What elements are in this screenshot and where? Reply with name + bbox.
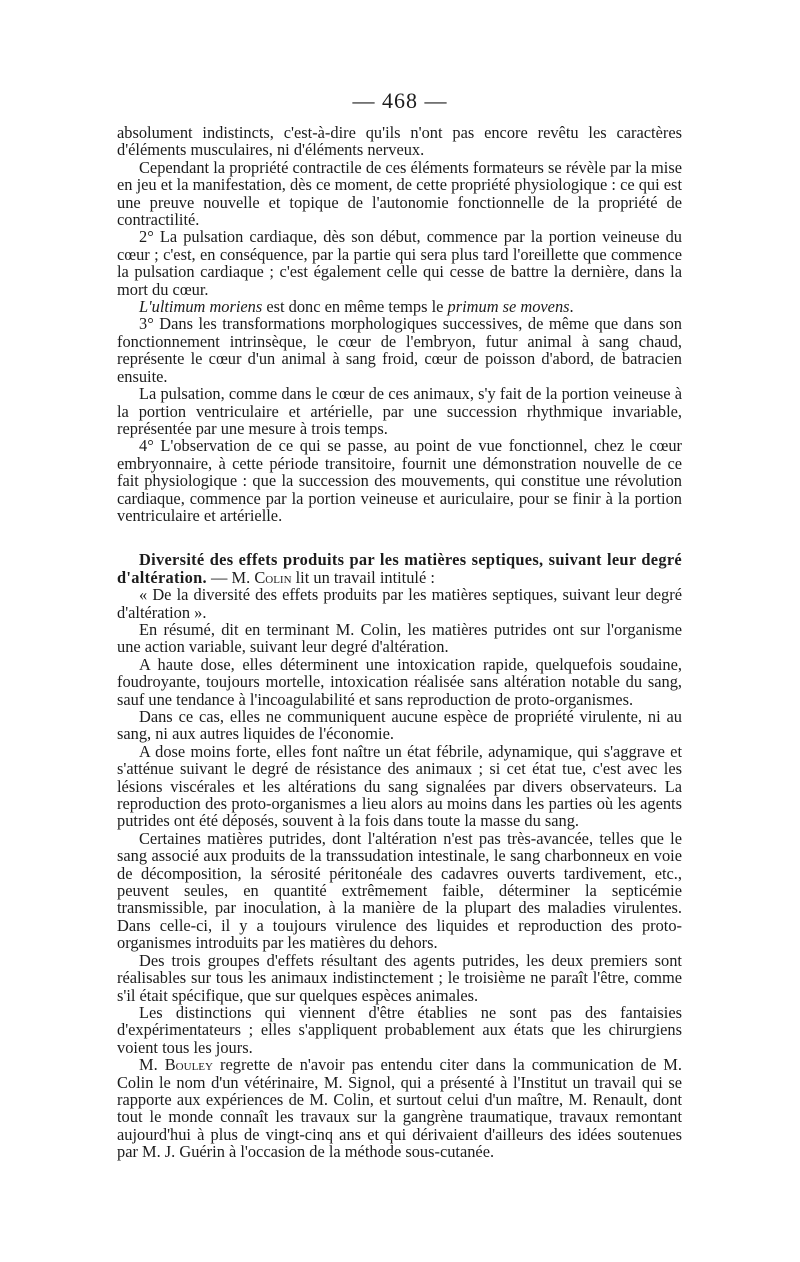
- paragraph-certaines-matieres: Certaines matières putrides, dont l'altération n'est pas très-avancée, telles que le sang associé aux produits de la transsudation intestinale, le sang charbonneux en voie de décomposition, la sérosité péritonéale des cadavres ouverts tardivement, etc., peuvent seules, en quantité extrêmement faible, déterminer la septicémie transmissible, par inoculation, à la manière de la plupart des maladies virulentes. Dans celle-ci, il y a toujours virulence des liquides et reproduction des proto-organismes introduits par les matières du dehors.: [117, 828, 682, 953]
- paragraph-haute-dose: A haute dose, elles déterminent une intoxication rapide, quelquefois soudaine, foudroyante, toujours mortelle, intoxication réalisée sans altération notable du sang, sauf une tendance à l'incoagulabilité et sans reproduction de proto-organismes.: [117, 654, 682, 709]
- paragraph-distinctions: Les distinctions qui viennent d'être établies ne sont pas des fantaisies d'expérimentateurs ; elles s'appliquent probablement aux états que les chirurgiens voient tous les jours.: [117, 1002, 682, 1057]
- bouley-text: regrette de n'avoir pas entendu citer dans la communication de M. Colin le nom d'un vétérinaire, M. Signol, qui a présenté à l'Institut un travail qui se rapporte aux expériences de M. Colin, et surtout celui d'un maître, M. Renault, dont tout le monde connaît les travaux sur la gangrène traumatique, travaux remontant aujourd'hui à plus de vingt-cinq ans et qui dérivaient d'ailleurs des idées soutenues par M. J. Guérin à l'occasion de la méthode sous-cutanée.: [117, 1055, 682, 1162]
- paragraph-point-4: 4° L'observation de ce qui se passe, au point de vue fonctionnel, chez le cœur embryonnaire, à cette période transitoire, fournit une démonstration nouvelle de ce fait physiologique : que la succession des mouvements, qui constitue une révolution cardiaque, commence par la portion veineuse et auriculaire, pour se finir à la portion ventriculaire et artérielle.: [117, 436, 682, 525]
- paragraph-continuation: absolument indistincts, c'est-à-dire qu'ils n'ont pas encore revêtu les caractères d'éléments musculaires, ni d'éléments nerveux.: [117, 123, 682, 160]
- ultimum-end-text: .: [569, 297, 574, 317]
- section-intro-text: lit un travail intitulé :: [291, 567, 435, 587]
- section-diversite: [117, 551, 682, 586]
- paragraph-point-2: 2° La pulsation cardiaque, dès son début, commence par la portion veineuse du cœur ; c'est, en conséquence, par la partie qui sera plus tard l'oreillette que commence la pulsation cardiaque ; c'est également celle qui cesse de battre la dernière, dans la mort du cœur.: [117, 227, 682, 299]
- page-body: [117, 124, 682, 1161]
- primum-se-movens-phrase: primum se movens: [447, 297, 570, 317]
- paragraph-dose-moins-forte: A dose moins forte, elles font naître un état fébrile, adynamique, qui s'aggrave et s'atténue suivant le degré de résistance des animaux ; si cet état tue, c'est avec les lésions viscérales et les altérations du sang signalées par divers observateurs. La reproduction des proto-organismes a lieu alors au moins dans les parties où les agents putrides ont été déposés, souvent à la fois dans toute la masse du sang.: [117, 741, 682, 831]
- paragraph-contractility: Cependant la propriété contractile de ces éléments formateurs se révèle par la mise en jeu et la manifestation, dès ce moment, de cette propriété physiologique : ce qui est une preuve nouvelle et topique de l'autonomie fonctionnelle de la propriété de contractilité.: [117, 157, 682, 230]
- paragraph-dans-ce-cas: Dans ce cas, elles ne communiquent aucune espèce de propriété virulente, ni au sang, ni aux autres liquides de l'économie.: [117, 707, 682, 744]
- paragraph-point-3: 3° Dans les transformations morphologiques successives, de même que dans son fonctionnement intrinsèque, le cœur de l'embryon, futur animal à sang chaud, représente le cœur d'un animal à sang froid, cœur de poisson d'abord, de batracien ensuite.: [117, 314, 682, 386]
- author-colin: Colin: [254, 567, 292, 587]
- section-heading: Diversité des effets produits par les matières septiques, suivant leur degré d'altération.: [117, 550, 682, 587]
- page-number: — 468 —: [352, 88, 448, 113]
- paragraph-resume: En résumé, dit en terminant M. Colin, les matières putrides ont sur l'organisme une action variable, suivant leur degré d'altération.: [117, 619, 682, 657]
- paragraph-pulsation: La pulsation, comme dans le cœur de ces animaux, s'y fait de la portion veineuse à la portion ventriculaire et artérielle, par une succession rhythmique invariable, représentée par une mesure à trois temps.: [117, 384, 682, 438]
- ultimum-moriens-phrase: L'ultimum moriens: [139, 297, 263, 317]
- author-bouley: Bouley: [164, 1055, 213, 1075]
- paragraph-bouley: [117, 1056, 682, 1160]
- ultimum-middle-text: est donc en même temps le: [262, 297, 448, 317]
- bouley-prefix: M.: [139, 1055, 165, 1075]
- section-dash: — M.: [206, 567, 255, 587]
- paragraph-title-quote: « De la diversité des effets produits par les matières septiques, suivant leur degré d'altération ».: [117, 585, 682, 622]
- paragraph-ultimum-moriens: [117, 298, 682, 315]
- paragraph-trois-groupes: Des trois groupes d'effets résultant des agents putrides, les deux premiers sont réalisables sur tous les animaux indistinctement ; le troisième ne paraît l'être, comme s'il était spécifique, que sur quelques espèces animales.: [117, 950, 682, 1005]
